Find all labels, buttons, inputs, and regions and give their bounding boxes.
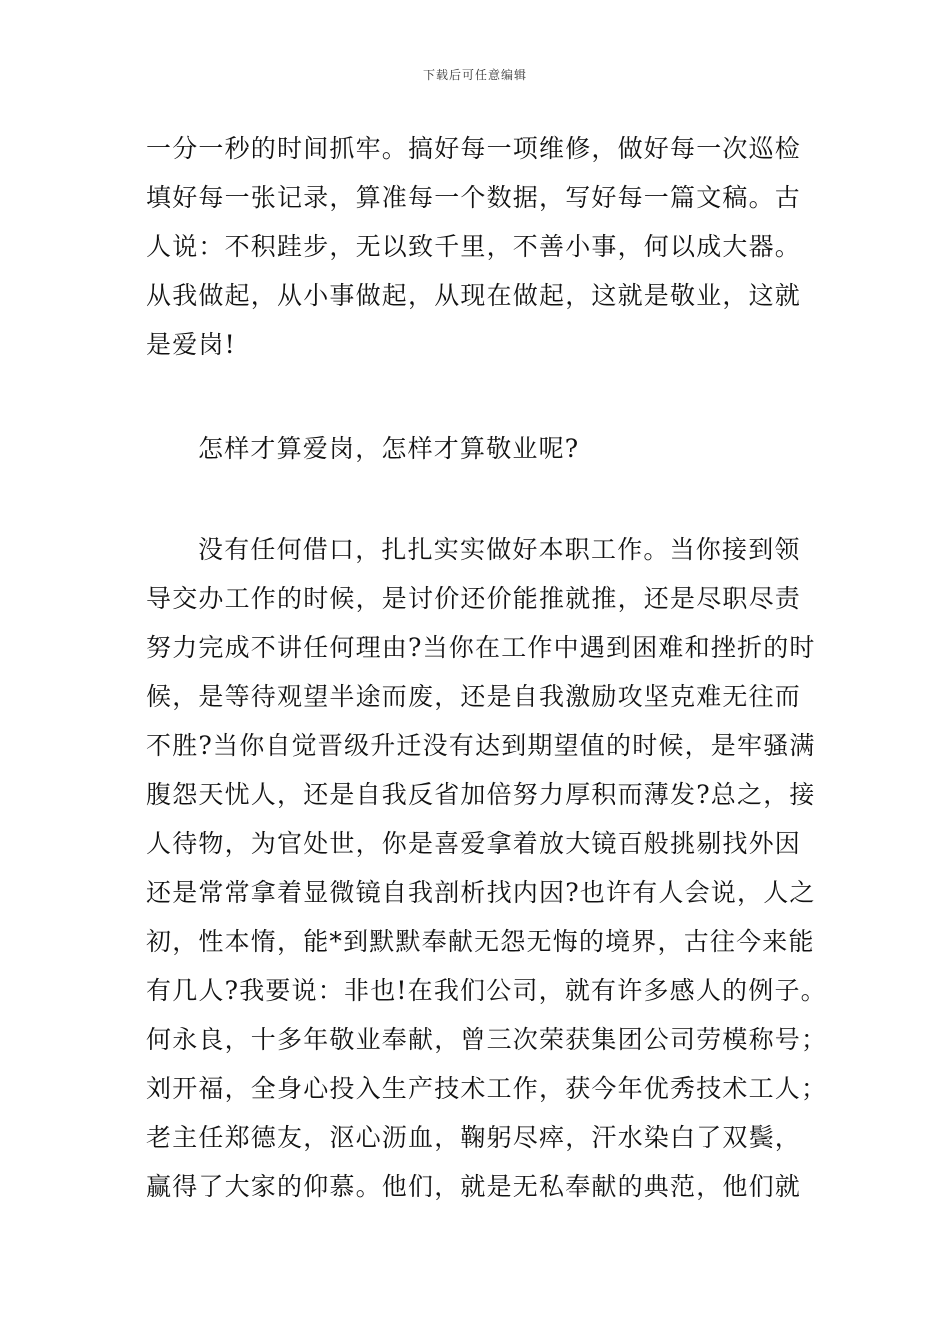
text-line: 人说：不积跬步，无以致千里，不善小事，何以成大器。 xyxy=(146,232,802,261)
paragraph-1 xyxy=(146,124,826,369)
text-line: 一分一秒的时间抓牢。搞好每一项维修，做好每一次巡检 xyxy=(146,134,802,163)
text-line: 填好每一张记录，算准每一个数据，写好每一篇文稿。古 xyxy=(146,183,802,212)
text-line: 初，性本惰，能*到默默奉献无怨无悔的境界，古往今来能 xyxy=(146,927,815,956)
text-line: 刘开福，全身心投入生产技术工作，获今年优秀技术工人； xyxy=(146,1074,828,1103)
paragraph-2 xyxy=(146,424,826,473)
text-line: 赢得了大家的仰慕。他们，就是无私奉献的典范，他们就 xyxy=(146,1172,802,1201)
text-line: 是爱岗! xyxy=(146,330,236,359)
text-line: 人待物，为官处世，你是喜爱拿着放大镜百般挑剔找外因 xyxy=(146,829,802,858)
text-line: 腹怨天忧人，还是自我反省加倍努力厚积而薄发?总之，接 xyxy=(146,780,816,809)
text-line: 努力完成不讲任何理由?当你在工作中遇到困难和挫折的时 xyxy=(146,633,816,662)
text-line: 何永良，十多年敬业奉献，曾三次荣获集团公司劳模称号； xyxy=(146,1025,828,1054)
paragraph-3 xyxy=(146,525,826,1211)
text-line: 怎样才算爱岗，怎样才算敬业呢? xyxy=(198,434,580,463)
text-line: 导交办工作的时候，是讨价还价能推就推，还是尽职尽责 xyxy=(146,584,802,613)
text-line: 有几人?我要说：非也!在我们公司，就有许多感人的例子。 xyxy=(146,976,827,1005)
header-note: 下载后可任意编辑 xyxy=(422,68,527,82)
text-line: 不胜?当你自觉晋级升迁没有达到期望值的时候，是牢骚满 xyxy=(146,731,816,760)
text-line: 还是常常拿着显微镜自我剖析找内因?也许有人会说，人之 xyxy=(146,878,816,907)
text-line: 没有任何借口，扎扎实实做好本职工作。当你接到领 xyxy=(198,535,801,564)
text-line: 从我做起，从小事做起，从现在做起，这就是敬业，这就 xyxy=(146,281,802,310)
text-line: 候，是等待观望半途而废，还是自我激励攻坚克难无往而 xyxy=(146,682,802,711)
text-line: 老主任郑德友，沤心沥血，鞠躬尽瘁，汗水染白了双鬓， xyxy=(146,1123,802,1152)
